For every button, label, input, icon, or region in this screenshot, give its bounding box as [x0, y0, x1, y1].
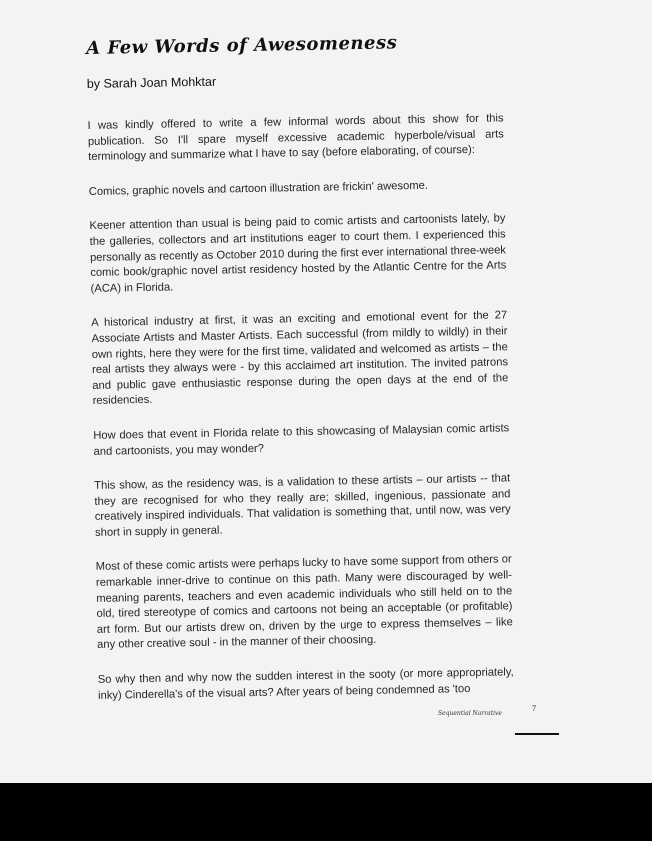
- article-title: A Few Words of Awesomeness: [86, 32, 398, 59]
- paragraph-thesis: Comics, graphic novels and cartoon illustration are frickin' awesome.: [88, 179, 429, 198]
- paragraph-support: Most of these comic artists were perhaps lucky to have some support from others or remarkable inner-drive to continue on this path. Many were discouraged by well-meaning parents, teachers and even academic individuals who still held on to the old, tired stereotype of comics and cartoons not being an acceptable (or profitable) art form. But our artists drew on, driven by the urge to express themselves – like any other creative soul - in the manner of their choosing.: [95, 553, 513, 652]
- paragraph-intro: I was kindly offered to write a few informal words about this show for this publication. So I'll spare myself excessive academic hyperbole/visual arts terminology and summarize what I have to say (before elaborating, of course):: [87, 112, 504, 164]
- footer-rule: [515, 733, 559, 735]
- article-body: [87, 111, 514, 704]
- publication-name: Sequential Narrative: [438, 710, 502, 717]
- scan-bottom-border: [0, 783, 652, 841]
- paragraph-cinderella: So why then and why now the sudden interest in the sooty (or more appropriately, inky) Cinderella's of the visual arts? After years of being condemned as 'too: [97, 666, 514, 702]
- page-footer: [438, 704, 568, 744]
- paragraph-question: How does that event in Florida relate to this showcasing of Malaysian comic artists and cartoonists, you may wonder?: [93, 422, 510, 458]
- paragraph-validation: This show, as the residency was, is a validation to these artists – our artists -- that they are recognised for who they really are; skilled, ingenious, passionate and creatively inspired individuals. That validation is something that, until now, was very short in supply in general.: [94, 472, 511, 539]
- page-number: 7: [532, 704, 536, 713]
- article: [86, 30, 514, 723]
- article-byline: by Sarah Joan Mohktar: [86, 74, 217, 91]
- paragraph-historical: A historical industry at first, it was an exciting and emotional event for the 27 Associate Artists and Master Artists. Each successful (from mildly to wildly) in their own rights, here they were for the first time, validated and welcomed as artists – the real artists they always were - by this acclaimed art institution. The invited patrons and public gave enthusiastic response during the open days at the end of the residencies.: [91, 309, 509, 408]
- paragraph-attention: Keener attention than usual is being paid to comic artists and cartoonists lately, by the galleries, collectors and art institutions eager to court them. I experienced this personally as recently as October 2010 during the first ever international three-week comic book/graphic novel artist residency hosted by the Atlantic Centre for the Arts (ACA) in Florida.: [89, 212, 507, 295]
